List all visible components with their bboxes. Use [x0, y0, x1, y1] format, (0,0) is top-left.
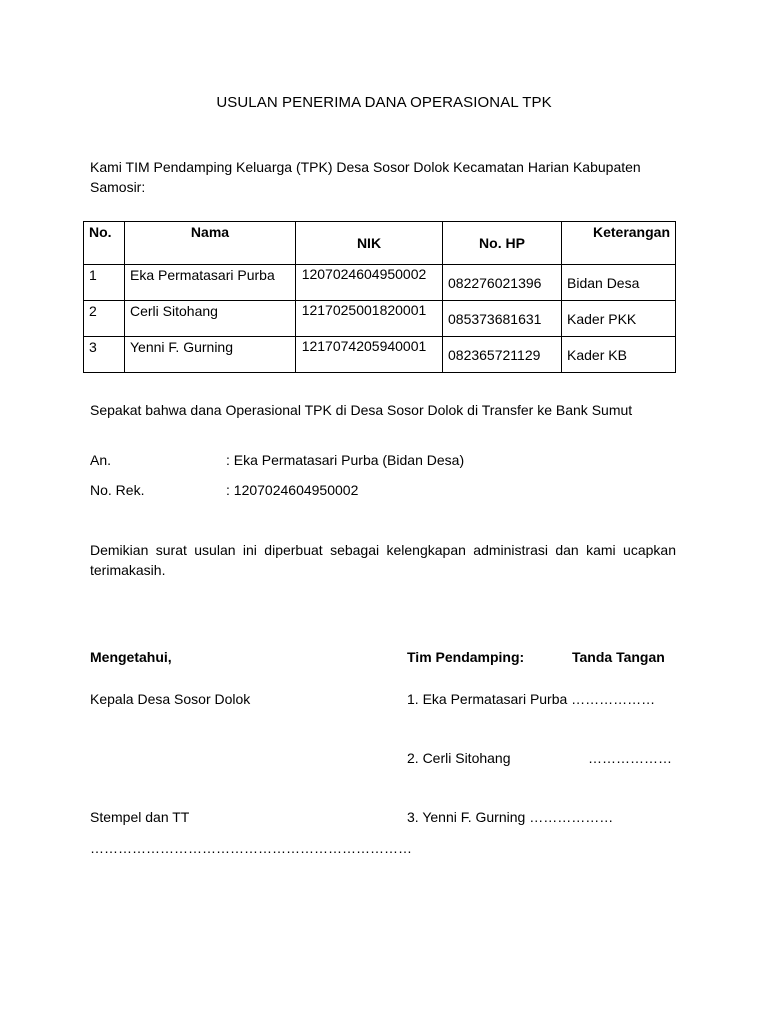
- cell-nik: 1207024604950002: [301, 266, 427, 282]
- header-no: No.: [84, 222, 125, 265]
- cell-nik: 1217025001820001: [301, 302, 427, 318]
- cell-hp: 082276021396: [443, 265, 562, 301]
- cell-nama: Yenni F. Gurning: [125, 337, 296, 373]
- members-table: [83, 221, 676, 373]
- header-keterangan: Keterangan: [562, 222, 676, 265]
- member-3-signature-line: 3. Yenni F. Gurning ………………: [407, 809, 614, 825]
- header-nik: NIK: [296, 222, 443, 265]
- stempel-signature-line: ……………………………………………………………: [90, 840, 412, 856]
- cell-nama: Eka Permatasari Purba: [125, 265, 296, 301]
- cell-nama: Cerli Sitohang: [125, 301, 296, 337]
- kepala-desa-label: Kepala Desa Sosor Dolok: [90, 691, 251, 707]
- stempel-label: Stempel dan TT: [90, 809, 190, 825]
- account-number-value: : 1207024604950002: [226, 482, 359, 498]
- cell-keterangan: Bidan Desa: [562, 265, 676, 301]
- member-2-name: 2. Cerli Sitohang: [407, 750, 511, 766]
- table-row: [84, 337, 676, 373]
- table-header-row: [84, 222, 676, 265]
- cell-hp: 085373681631: [443, 301, 562, 337]
- header-nama: Nama: [125, 222, 296, 265]
- account-number-label: No. Rek.: [90, 482, 145, 498]
- member-1-signature-line: 1. Eka Permatasari Purba ………………: [407, 691, 656, 707]
- agreement-paragraph: Sepakat bahwa dana Operasional TPK di Desa Sosor Dolok di Transfer ke Bank Sumut: [90, 402, 633, 418]
- table-row: [84, 265, 676, 301]
- cell-keterangan: Kader KB: [562, 337, 676, 373]
- document-title: USULAN PENERIMA DANA OPERASIONAL TPK: [216, 94, 552, 111]
- cell-no: 1: [84, 265, 125, 301]
- member-2-signature-dots: ………………: [588, 750, 672, 766]
- intro-paragraph: Kami TIM Pendamping Keluarga (TPK) Desa Sosor Dolok Kecamatan Harian Kabupaten Samosir:: [90, 159, 641, 195]
- cell-keterangan: Kader PKK: [562, 301, 676, 337]
- tim-pendamping-label: Tim Pendamping:: [407, 649, 525, 665]
- closing-paragraph: Demikian surat usulan ini diperbuat sebagai kelengkapan administrasi dan kami ucapkan terimakasih.: [90, 542, 676, 578]
- mengetahui-label: Mengetahui,: [90, 649, 172, 665]
- header-hp: No. HP: [443, 222, 562, 265]
- table-row: [84, 301, 676, 337]
- account-name-label: An.: [90, 452, 112, 468]
- cell-hp: 082365721129: [443, 337, 562, 373]
- cell-no: 2: [84, 301, 125, 337]
- cell-no: 3: [84, 337, 125, 373]
- tanda-tangan-label: Tanda Tangan: [572, 649, 665, 665]
- cell-nik: 1217074205940001: [301, 338, 427, 354]
- account-name-value: : Eka Permatasari Purba (Bidan Desa): [226, 452, 465, 468]
